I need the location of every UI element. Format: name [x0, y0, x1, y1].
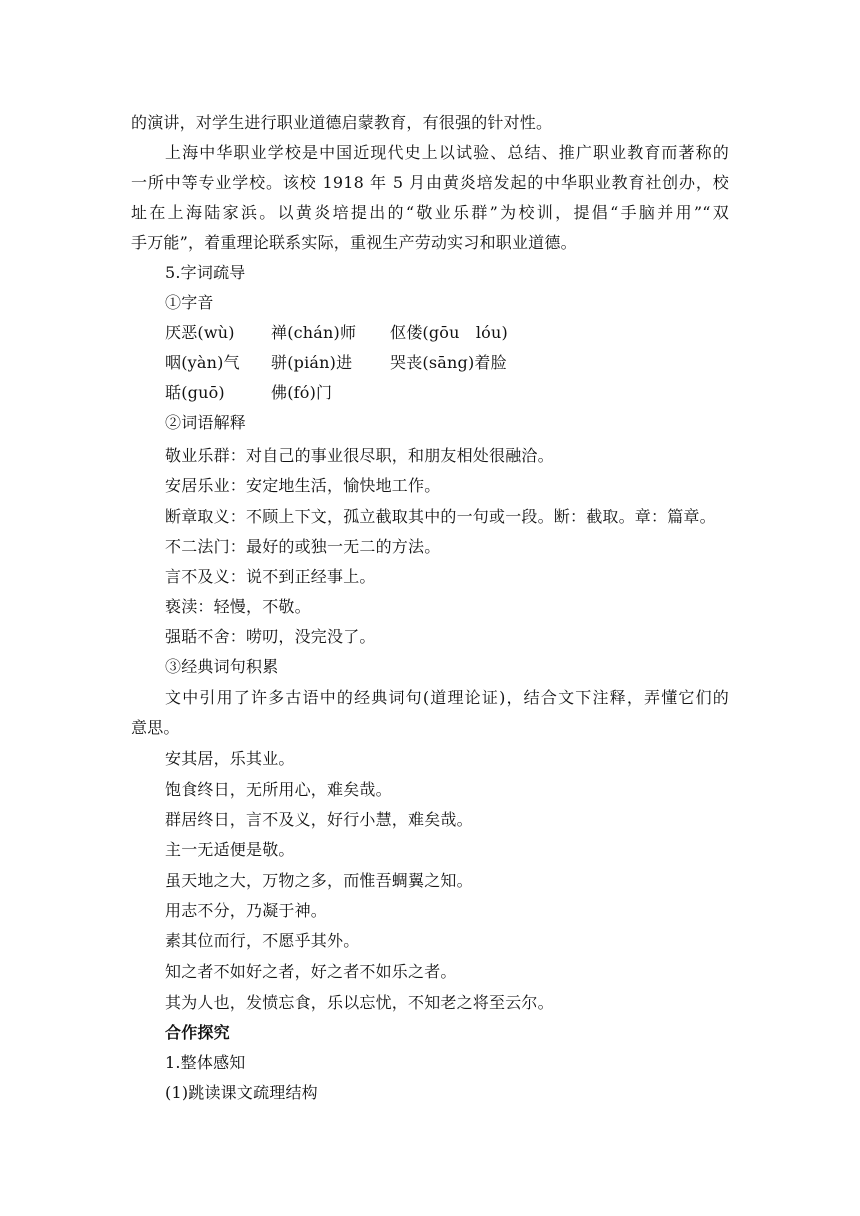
school-paragraph-line-4: 手万能”，着重理论联系实际，重视生产劳动实习和职业道德。 — [131, 233, 577, 252]
school-paragraph-line-1: 上海中华职业学校是中国近现代史上以试验、总结、推广职业教育而著称的 — [165, 143, 729, 162]
pronunciation-item: 咽(yàn)气 — [165, 353, 240, 372]
quote-item: 用志不分，乃凝于神。 — [165, 901, 328, 920]
definition-item: 亵渎：轻慢，不敬。 — [165, 597, 311, 616]
quote-item: 其为人也，发愤忘食，乐以忘忧，不知老之将至云尔。 — [165, 993, 554, 1012]
pronunciation-item: 伛偻(gōu lóu) — [390, 323, 508, 342]
definition-item: 断章取义：不顾上下文，孤立截取其中的一句或一段。断：截取。章：篇章。 — [165, 507, 716, 526]
pronunciation-item: 聒(guō) — [165, 383, 225, 402]
pronunciation-item: 禅(chán)师 — [271, 323, 357, 342]
pronunciation-item: 骈(pián)进 — [271, 353, 353, 372]
quote-item: 主一无适便是敬。 — [165, 840, 295, 859]
classics-intro-line-1: 文中引用了许多古语中的经典词句(道理论证)，结合文下注释，弄懂它们的 — [165, 688, 729, 707]
quote-item: 虽天地之大，万物之多，而惟吾蜩翼之知。 — [165, 871, 473, 890]
school-paragraph-line-3: 址在上海陆家浜。以黄炎培提出的“敬业乐群”为校训，提倡“手脑并用”“双 — [131, 203, 729, 222]
cooperative-inquiry-heading: 合作探究 — [165, 1023, 230, 1042]
quote-item: 饱食终日，无所用心，难矣哉。 — [165, 780, 392, 799]
definition-item: 言不及义：说不到正经事上。 — [165, 567, 376, 586]
definition-item: 强聒不舍：唠叨，没完没了。 — [165, 627, 376, 646]
pronunciation-title: ①字音 — [165, 293, 214, 312]
classics-intro-line-2: 意思。 — [131, 718, 180, 737]
pronunciation-item: 厌恶(wù) — [165, 323, 235, 342]
definition-item: 不二法门：最好的或独一无二的方法。 — [165, 537, 441, 556]
definition-item: 敬业乐群：对自己的事业很尽职，和朋友相处很融洽。 — [165, 446, 554, 465]
quote-item: 素其位而行，不愿乎其外。 — [165, 931, 360, 950]
definition-item: 安居乐业：安定地生活，愉快地工作。 — [165, 476, 441, 495]
intro-tail-text: 的演讲，对学生进行职业道德启蒙教育，有很强的针对性。 — [131, 113, 553, 132]
quote-item: 安其居，乐其业。 — [165, 749, 295, 768]
pronunciation-item: 佛(fó)门 — [271, 383, 333, 402]
definitions-title: ②词语解释 — [165, 413, 247, 432]
section-5-title: 5.字词疏导 — [165, 263, 246, 282]
quote-item: 群居终日，言不及义，好行小慧，难矣哉。 — [165, 810, 473, 829]
quote-item: 知之者不如好之者，好之者不如乐之者。 — [165, 962, 457, 981]
pronunciation-item: 哭丧(sāng)着脸 — [390, 353, 507, 372]
skim-structure-title: (1)跳读课文疏理结构 — [165, 1083, 318, 1102]
school-paragraph-line-2: 一所中等专业学校。该校 1918 年 5 月由黄炎培发起的中华职业教育社创办，校 — [131, 173, 729, 192]
classics-title: ③经典词句积累 — [165, 657, 279, 676]
overall-perception-title: 1.整体感知 — [165, 1053, 246, 1072]
